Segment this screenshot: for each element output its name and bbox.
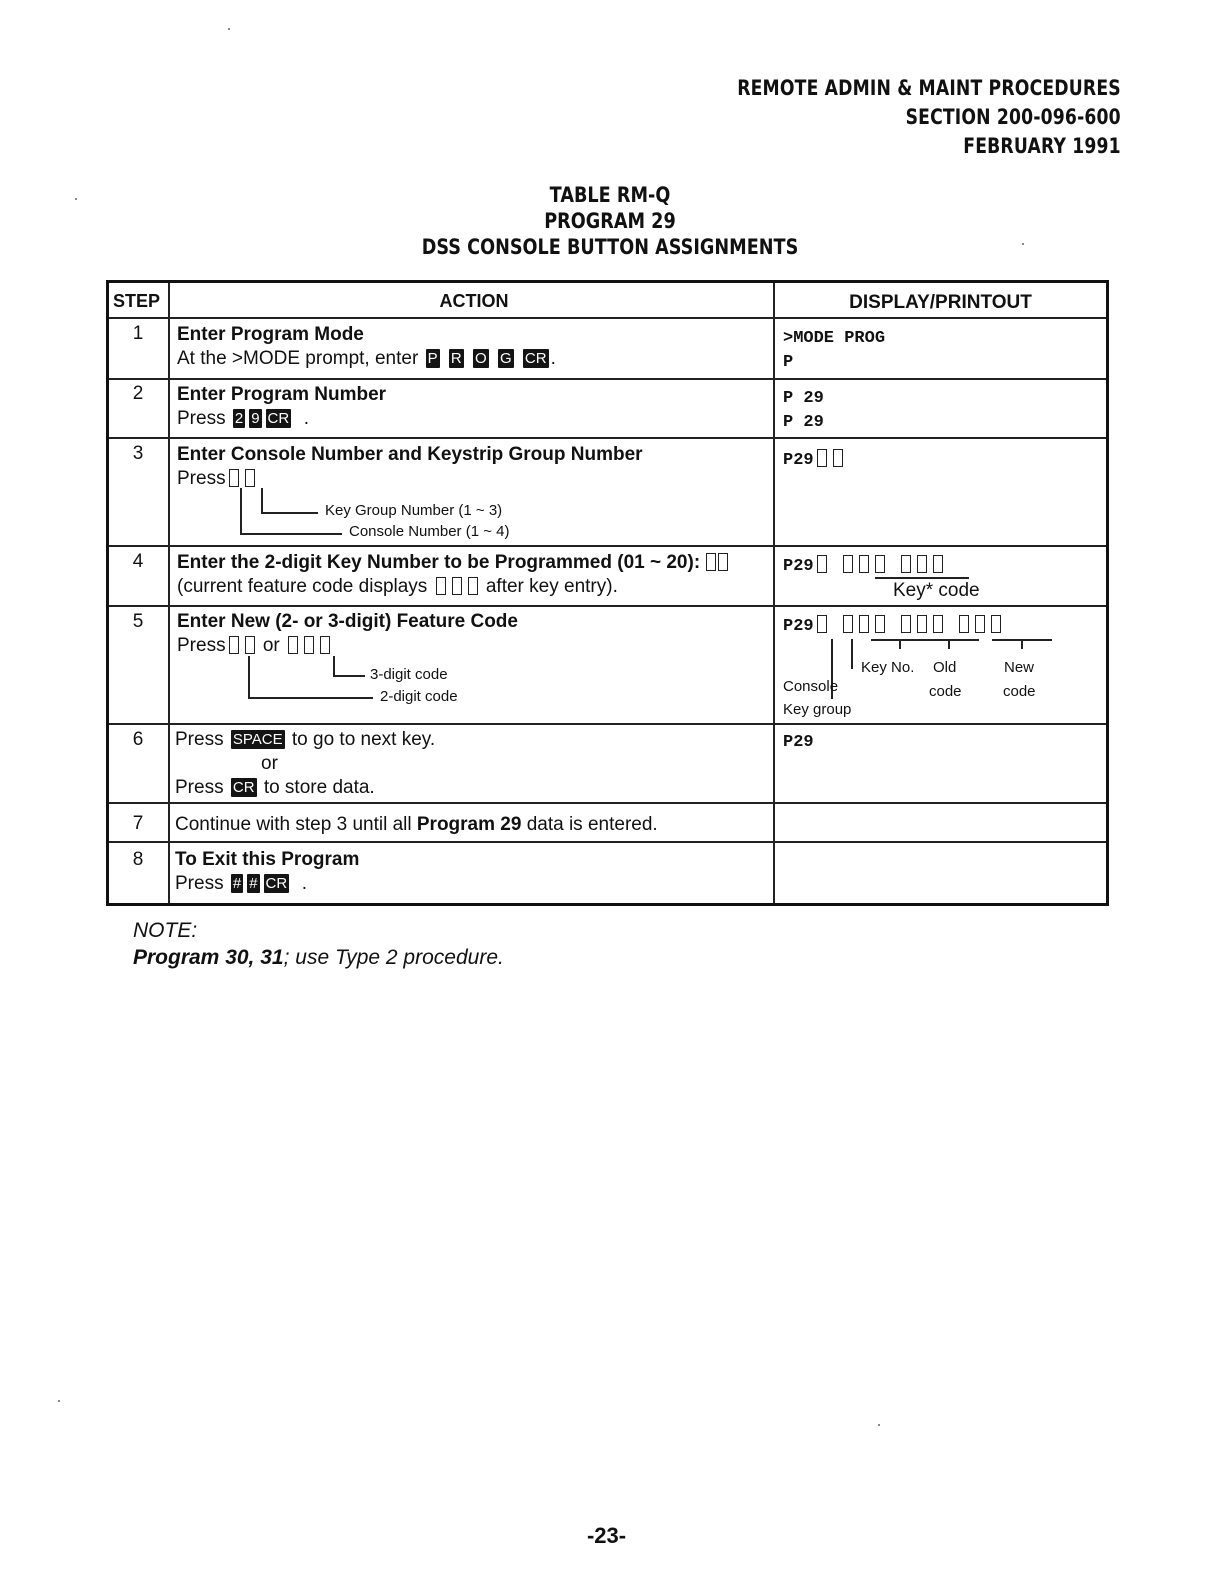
label-console: Console: [783, 678, 839, 695]
digit-box: [917, 555, 927, 573]
note-rest: ; use Type 2 procedure.: [283, 946, 504, 969]
display-label: Key* code: [893, 580, 980, 601]
display-prefix: P29: [783, 557, 814, 576]
header-line-3: FEBRUARY 1991: [963, 134, 1121, 158]
key-CR: CR: [265, 875, 288, 892]
bracket-line: [240, 533, 342, 535]
row-divider: [109, 802, 1106, 804]
action-text: [177, 347, 556, 371]
digit-box: [817, 555, 827, 573]
display-line: P29: [783, 733, 814, 752]
display-line: P 29: [783, 389, 824, 408]
header-display: DISPLAY/PRINTOUT: [849, 292, 1032, 313]
key-O: O: [475, 350, 487, 367]
display-prefix: P29: [783, 617, 814, 636]
key-9: 9: [251, 410, 260, 427]
header-line-2: SECTION 200-096-600: [905, 105, 1121, 129]
action-text-a: (current feature code displays: [177, 576, 428, 597]
digit-box: [468, 577, 478, 595]
action-text-d: to store data.: [263, 777, 375, 798]
title-line-2: PROGRAM 29: [544, 209, 676, 233]
digit-box: [245, 469, 255, 487]
bracket-line: [851, 639, 853, 669]
note-text: [133, 946, 504, 970]
digit-box: [875, 615, 885, 633]
trailing-period: .: [303, 408, 310, 429]
action-title: Enter New (2- or 3-digit) Feature Code: [177, 611, 518, 632]
step-number: 5: [132, 611, 144, 632]
key-G: G: [499, 350, 512, 367]
digit-box: [917, 615, 927, 633]
digit-box: [859, 615, 869, 633]
digit-box: [436, 577, 446, 595]
digit-box: [245, 636, 255, 654]
action-title: [177, 551, 729, 575]
digit-box: [304, 636, 314, 654]
display-line: [783, 615, 1004, 636]
action-text-label: Press: [177, 468, 226, 489]
step-number: 7: [132, 813, 144, 834]
digit-box: [901, 555, 911, 573]
display-line: P 29: [783, 413, 824, 432]
action-text-label: At the >MODE prompt, enter: [177, 348, 419, 369]
note-label: NOTE:: [133, 919, 198, 942]
bracket-line: [261, 512, 318, 514]
action-text: [177, 634, 333, 658]
digit-box: [975, 615, 985, 633]
step-number: 4: [132, 551, 144, 572]
label-new: New: [1004, 659, 1035, 676]
digit-box: [452, 577, 462, 595]
bracket-line: [1021, 639, 1023, 649]
key-P: P: [427, 350, 438, 367]
action-text-b: after key entry).: [485, 576, 618, 597]
scan-speck: [1022, 243, 1024, 245]
row-divider: [109, 723, 1106, 725]
action-title: Enter Program Number: [177, 384, 387, 405]
annotation-3-digit: 3-digit code: [370, 666, 448, 683]
action-text-label: Press: [175, 873, 224, 894]
col-divider-step: [168, 283, 170, 903]
key-R: R: [450, 350, 462, 367]
bracket-line: [333, 675, 365, 677]
scan-speck: [878, 1424, 880, 1426]
trailing-period: .: [550, 348, 556, 369]
action-title-text: Enter the 2-digit Key Number to be Programmed (01 ~ 20):: [177, 552, 701, 573]
document-header: [737, 74, 1121, 161]
label-old: Old: [933, 659, 957, 676]
digit-box: [833, 449, 843, 467]
key-CR: CR: [524, 350, 547, 367]
or-text: or: [262, 635, 280, 656]
digit-box: [229, 636, 239, 654]
action-text: [177, 407, 309, 431]
action-title: Enter Console Number and Keystrip Group Number: [177, 444, 643, 465]
action-text-b: to go to next key.: [291, 729, 436, 750]
or-text: or: [261, 753, 278, 774]
digit-box: [817, 615, 827, 633]
action-text: [175, 776, 375, 800]
key-hash: #: [232, 875, 242, 892]
action-text: [175, 813, 658, 837]
digit-box: [817, 449, 827, 467]
title-line-3: DSS CONSOLE BUTTON ASSIGNMENTS: [421, 235, 799, 259]
page-number: -23-: [586, 1523, 627, 1548]
digit-box: [901, 615, 911, 633]
action-text-bold: Program 29: [416, 814, 522, 835]
step-number: 2: [132, 383, 144, 404]
header-step: STEP: [113, 291, 161, 311]
annotation-key-group: Key Group Number (1 ~ 3): [325, 502, 503, 519]
action-text: [175, 872, 307, 896]
key-CR: CR: [267, 410, 290, 427]
bracket-line: [333, 656, 335, 676]
procedure-table: [106, 280, 1109, 906]
digit-box: [229, 469, 239, 487]
row-divider: [109, 841, 1106, 843]
bracket-line: [899, 639, 901, 649]
digit-box: [959, 615, 969, 633]
bracket-line: [261, 488, 263, 513]
action-text: [177, 575, 618, 599]
header-line-1: REMOTE ADMIN & MAINT PROCEDURES: [737, 76, 1121, 100]
step-number: 3: [132, 443, 144, 464]
label-key-no: Key No.: [861, 659, 915, 676]
note-bold: Program 30, 31: [133, 946, 284, 969]
digit-box: [875, 555, 885, 573]
table-title: [350, 182, 871, 260]
display-line: P: [783, 353, 794, 372]
header-action: ACTION: [439, 291, 509, 311]
digit-box: [859, 555, 869, 573]
action-text-label: Press: [177, 635, 226, 656]
display-prefix: P29: [783, 451, 814, 470]
display-line: [783, 555, 946, 576]
action-text: [177, 467, 258, 491]
annotation-console-number: Console Number (1 ~ 4): [349, 523, 510, 540]
bracket-line: [948, 639, 950, 649]
display-line: [783, 449, 846, 470]
bracket-line: [248, 656, 250, 698]
digit-box: [320, 636, 330, 654]
col-divider-display: [773, 283, 775, 903]
digit-box: [706, 553, 716, 571]
label-key-group: Key group: [783, 701, 852, 718]
key-SPACE: SPACE: [232, 731, 283, 748]
digit-box: [288, 636, 298, 654]
key-2: 2: [234, 410, 244, 427]
scan-speck: [58, 1400, 60, 1402]
annotation-2-digit: 2-digit code: [380, 688, 458, 705]
row-divider: [109, 378, 1106, 380]
title-line-1: TABLE RM-Q: [549, 183, 671, 207]
action-title: To Exit this Program: [175, 849, 360, 870]
action-text-c: Press: [175, 777, 224, 798]
action-text-b: data is entered.: [526, 814, 658, 835]
step-number: 6: [132, 729, 144, 750]
scan-speck: [228, 28, 230, 30]
row-divider: [109, 605, 1106, 607]
bracket-line: [240, 488, 242, 534]
digit-box: [991, 615, 1001, 633]
action-title: Enter Program Mode: [177, 324, 364, 345]
trailing-period: .: [301, 873, 308, 894]
key-hash: #: [249, 875, 258, 892]
label-new-code: code: [1003, 683, 1036, 700]
row-divider: [109, 545, 1106, 547]
label-old-code: code: [929, 683, 962, 700]
bracket-line: [248, 697, 373, 699]
digit-box: [843, 615, 853, 633]
action-text-a: Press: [175, 729, 224, 750]
digit-box: [718, 553, 728, 571]
row-divider: [109, 317, 1106, 319]
digit-box: [843, 555, 853, 573]
scan-speck: [75, 198, 77, 200]
key-CR: CR: [232, 779, 255, 796]
step-number: 8: [132, 849, 144, 870]
row-divider: [109, 437, 1106, 439]
digit-box: [933, 615, 943, 633]
digit-box: [933, 555, 943, 573]
action-text-label: Press: [177, 408, 226, 429]
action-text: [175, 728, 435, 752]
display-line: >MODE PROG: [783, 329, 886, 348]
step-number: 1: [132, 323, 144, 344]
action-text-a: Continue with step 3 until all: [175, 814, 412, 835]
